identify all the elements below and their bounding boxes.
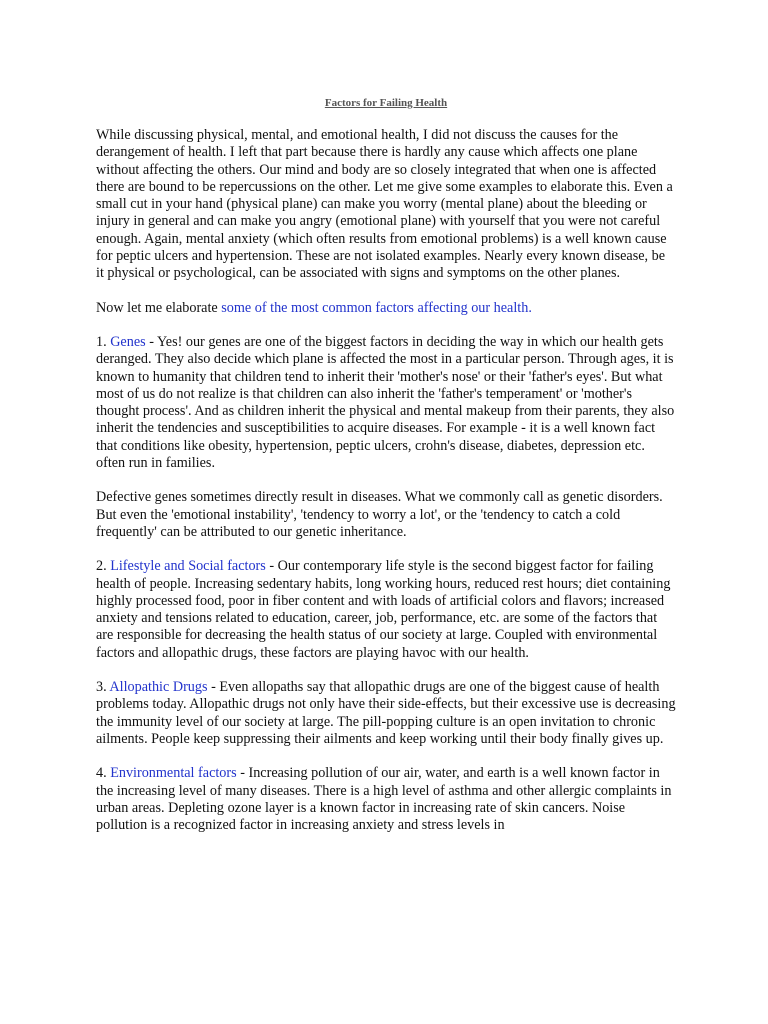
genes-number: 1. — [96, 333, 111, 350]
page-title: Factors for Failing Health — [324, 97, 448, 109]
lifestyle-paragraph — [96, 558, 676, 662]
environment-number: 4. — [96, 765, 111, 782]
genes-link[interactable]: Genes — [110, 333, 146, 350]
environmental-paragraph — [96, 765, 676, 834]
intro-paragraph: While discussing physical, mental, and emotional health, I did not discuss the causes for the derangement of health. I left that part because there is hardly any cause which affects one plane without affecting the others. Our mind and body are so closely integrated that when one is affected there are bound to be repercussions on the other. Let me give some examples to elaborate this. Even a small cut in your hand (physical plane) can make you worry (mental plane) about the bleeding or injury in general and can make you angry (emotional plane) with yourself that you were not careful enough. Again, mental anxiety (which often results from emotional problems) is a well known cause for peptic ulcers and hypertension. These are not isolated examples. Nearly every known disease, be it physical or psychological, can be associated with signs and symptoms on the other planes. — [96, 127, 673, 282]
document-page — [96, 96, 676, 851]
allopathic-drugs-paragraph — [96, 679, 676, 748]
common-factors-link[interactable]: some of the most common factors affecting our health. — [221, 299, 532, 316]
drugs-text: - Even allopaths say that allopathic drugs are one of the biggest cause of health problems today. Allopathic drugs not only have their side-effects, but their excessive use is decreasing the immunity level of our society at large. The pill-popping culture is an open invitation to chronic ailments. People keep suppressing their ailments and keep working until their body finally gives up. — [96, 679, 676, 747]
genes-text: - Yes! our genes are one of the biggest factors in deciding the way in which our health gets deranged. They also decide which plane is affected the most in a particular person. Through ages, it is known to humanity that children tend to inherit their 'mother's nose' or their 'father's eyes'. But what most of us do not realize is that children can also inherit the 'father's temperament' or 'mother's thought process'. And as children inherit the physical and mental makeup from their parents, they also inherit the tendencies and susceptibilities to acquire diseases. For example - it is a well known fact that conditions like obesity, hypertension, peptic ulcers, crohn's disease, diabetes, depression etc. often run in families. — [96, 333, 675, 472]
drugs-number: 3. — [96, 679, 110, 696]
environment-text: - Increasing pollution of our air, water, and earth is a well known factor in the increasing level of many diseases. There is a high level of asthma and other allergic complaints in urban areas. Depleting ozone layer is a known factor in increasing rate of skin cancers. Noise pollution is a recognized factor in increasing anxiety and stress levels in — [96, 765, 672, 834]
allopathic-drugs-link[interactable]: Allopathic Drugs — [109, 679, 208, 696]
lifestyle-link[interactable]: Lifestyle and Social factors — [110, 558, 266, 575]
lifestyle-number: 2. — [96, 558, 111, 575]
elaborate-lead: Now let me elaborate — [96, 299, 222, 316]
lifestyle-text: - Our contemporary life style is the second biggest factor for failing health of people. Increasing sedentary habits, long working hours, reduced rest hours; diet containing highly processed food, poor in fiber content and with loads of artificial colors and flavors; increased anxiety and tensions related to education, career, job, performance, etc. are some of the factors that are responsible for decreasing the health status of our society at large. Coupled with environmental factors and allopathic drugs, these factors are playing havoc with our health. — [96, 558, 671, 661]
defective-genes-paragraph: Defective genes sometimes directly result in diseases. What we commonly call as genetic disorders. But even the 'emotional instability', 'tendency to worry a lot', or the 'tendency to catch a cold frequently' can be attributed to our genetic inheritance. — [96, 489, 663, 540]
elaborate-paragraph — [96, 300, 676, 317]
environmental-factors-link[interactable]: Environmental factors — [110, 765, 237, 782]
genes-paragraph — [96, 334, 676, 472]
